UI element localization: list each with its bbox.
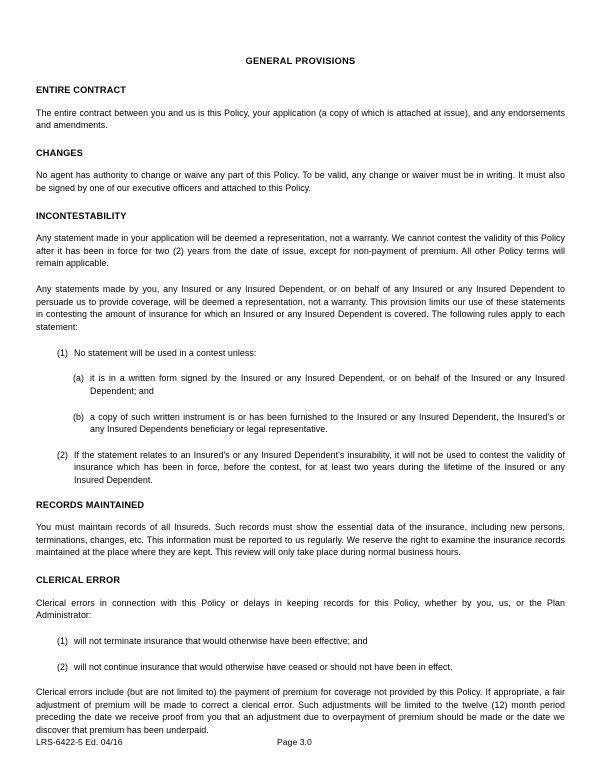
paragraph-clerical-error-1: Clerical errors in connection with this Policy or delays in keeping records for this Policy, whether by you, us, or the Plan Administrator: (36, 597, 565, 621)
section-clerical-error (36, 575, 565, 737)
list-item (36, 449, 565, 487)
list-marker: (1) (57, 347, 68, 358)
list-item (36, 411, 565, 436)
section-records-maintained (36, 500, 565, 559)
section-entire-contract (36, 85, 565, 132)
paragraph-clerical-error-closing: Clerical errors include (but are not limited to) the payment of premium for coverage not provided by this Policy. If appropriate, a fair adjustment of premium will be made to correct a clerical error. Such adjustments will be limited to the twelve (12) month period preceding the date we receive proof from you that an adjustment due to overpayment of premium should be made or the date we discover that premium has been underpaid. (36, 687, 565, 736)
section-heading-incontestability: INCONTESTABILITY (36, 210, 127, 221)
clerical-error-list (36, 635, 565, 673)
list-item-text: will not continue insurance that would otherwise have ceased or should not have been in effect. (74, 661, 453, 672)
paragraph-changes-1: No agent has authority to change or waive any part of this Policy. To be valid, any change or waiver must be in writing. It must also be signed by one of our executive officers and attached to this Policy. (36, 170, 565, 193)
section-heading-changes: CHANGES (36, 147, 83, 158)
list-item-text: will not terminate insurance that would otherwise have been effective; and (74, 635, 368, 646)
document-body (36, 56, 565, 750)
footer-form-number: LRS-6422-5 Ed. 04/16 (36, 737, 123, 747)
paragraph-records-maintained-1: You must maintain records of all Insureds. Such records must show the essential data of the insurance, including new persons, terminations, changes, etc. This information must be reported to us regularly. We reserve the right to examine the insurance records maintained at the place where they are kept. This review will only take place during normal business hours. (36, 522, 565, 558)
incontestability-rules-list (36, 347, 565, 487)
list-marker: (2) (57, 449, 68, 460)
list-marker: (1) (57, 635, 68, 646)
section-heading-clerical-error: CLERICAL ERROR (36, 575, 121, 586)
list-marker: (a) (73, 373, 84, 384)
list-marker: (2) (57, 661, 68, 672)
list-item-text: it is in a written form signed by the Insured or any Insured Dependent, or on behalf of the Insured or any Insured Dependent; and (90, 373, 565, 396)
list-item-text: No statement will be used in a contest unless: (74, 347, 257, 358)
incontestability-sublist (36, 372, 565, 436)
page-title: GENERAL PROVISIONS (245, 56, 356, 66)
paragraph-incontestability-2: Any statements made by you, any Insured or any Insured Dependent, or on behalf of any Insured or any Insured Dependent to persuade us to provide coverage, will be deemed a representation, not a warranty. This provision limits our use of these statements in contesting the amount of insurance for which an Insured or any Insured Dependent is covered. The following rules apply to each statement: (36, 284, 565, 332)
list-item (36, 635, 565, 648)
list-item (36, 661, 565, 674)
list-item-text: If the statement relates to an Insured's or any Insured Dependent's insurability, it will not be used to contest the validity of insurance which has been in force, before the contest, for at least two years during the lifetime of the Insured or any Insured Dependent. (74, 449, 565, 486)
list-item-text: a copy of such written instrument is or has been furnished to the Insured or any Insured Dependent, the Insured's or any Insured Dependents beneficiary or legal representative. (90, 411, 565, 435)
section-incontestability (36, 211, 565, 487)
list-item (36, 372, 565, 397)
section-heading-entire-contract: ENTIRE CONTRACT (36, 85, 127, 96)
paragraph-incontestability-1: Any statement made in your application will be deemed a representation, not a warranty. We cannot contest the validity of this Policy after it has been in force for two (2) years from the date of issue, except for non-payment of premium. All other Policy terms will remain applicable. (36, 233, 565, 269)
list-marker: (b) (73, 411, 84, 422)
section-heading-records-maintained: RECORDS MAINTAINED (36, 499, 145, 510)
section-changes (36, 148, 565, 195)
footer-page-number: Page 3.0 (277, 737, 312, 747)
list-item (36, 347, 565, 360)
paragraph-entire-contract-1: The entire contract between you and us is this Policy, your application (a copy of which is attached at issue), and any endorsements and amendments. (36, 107, 565, 131)
